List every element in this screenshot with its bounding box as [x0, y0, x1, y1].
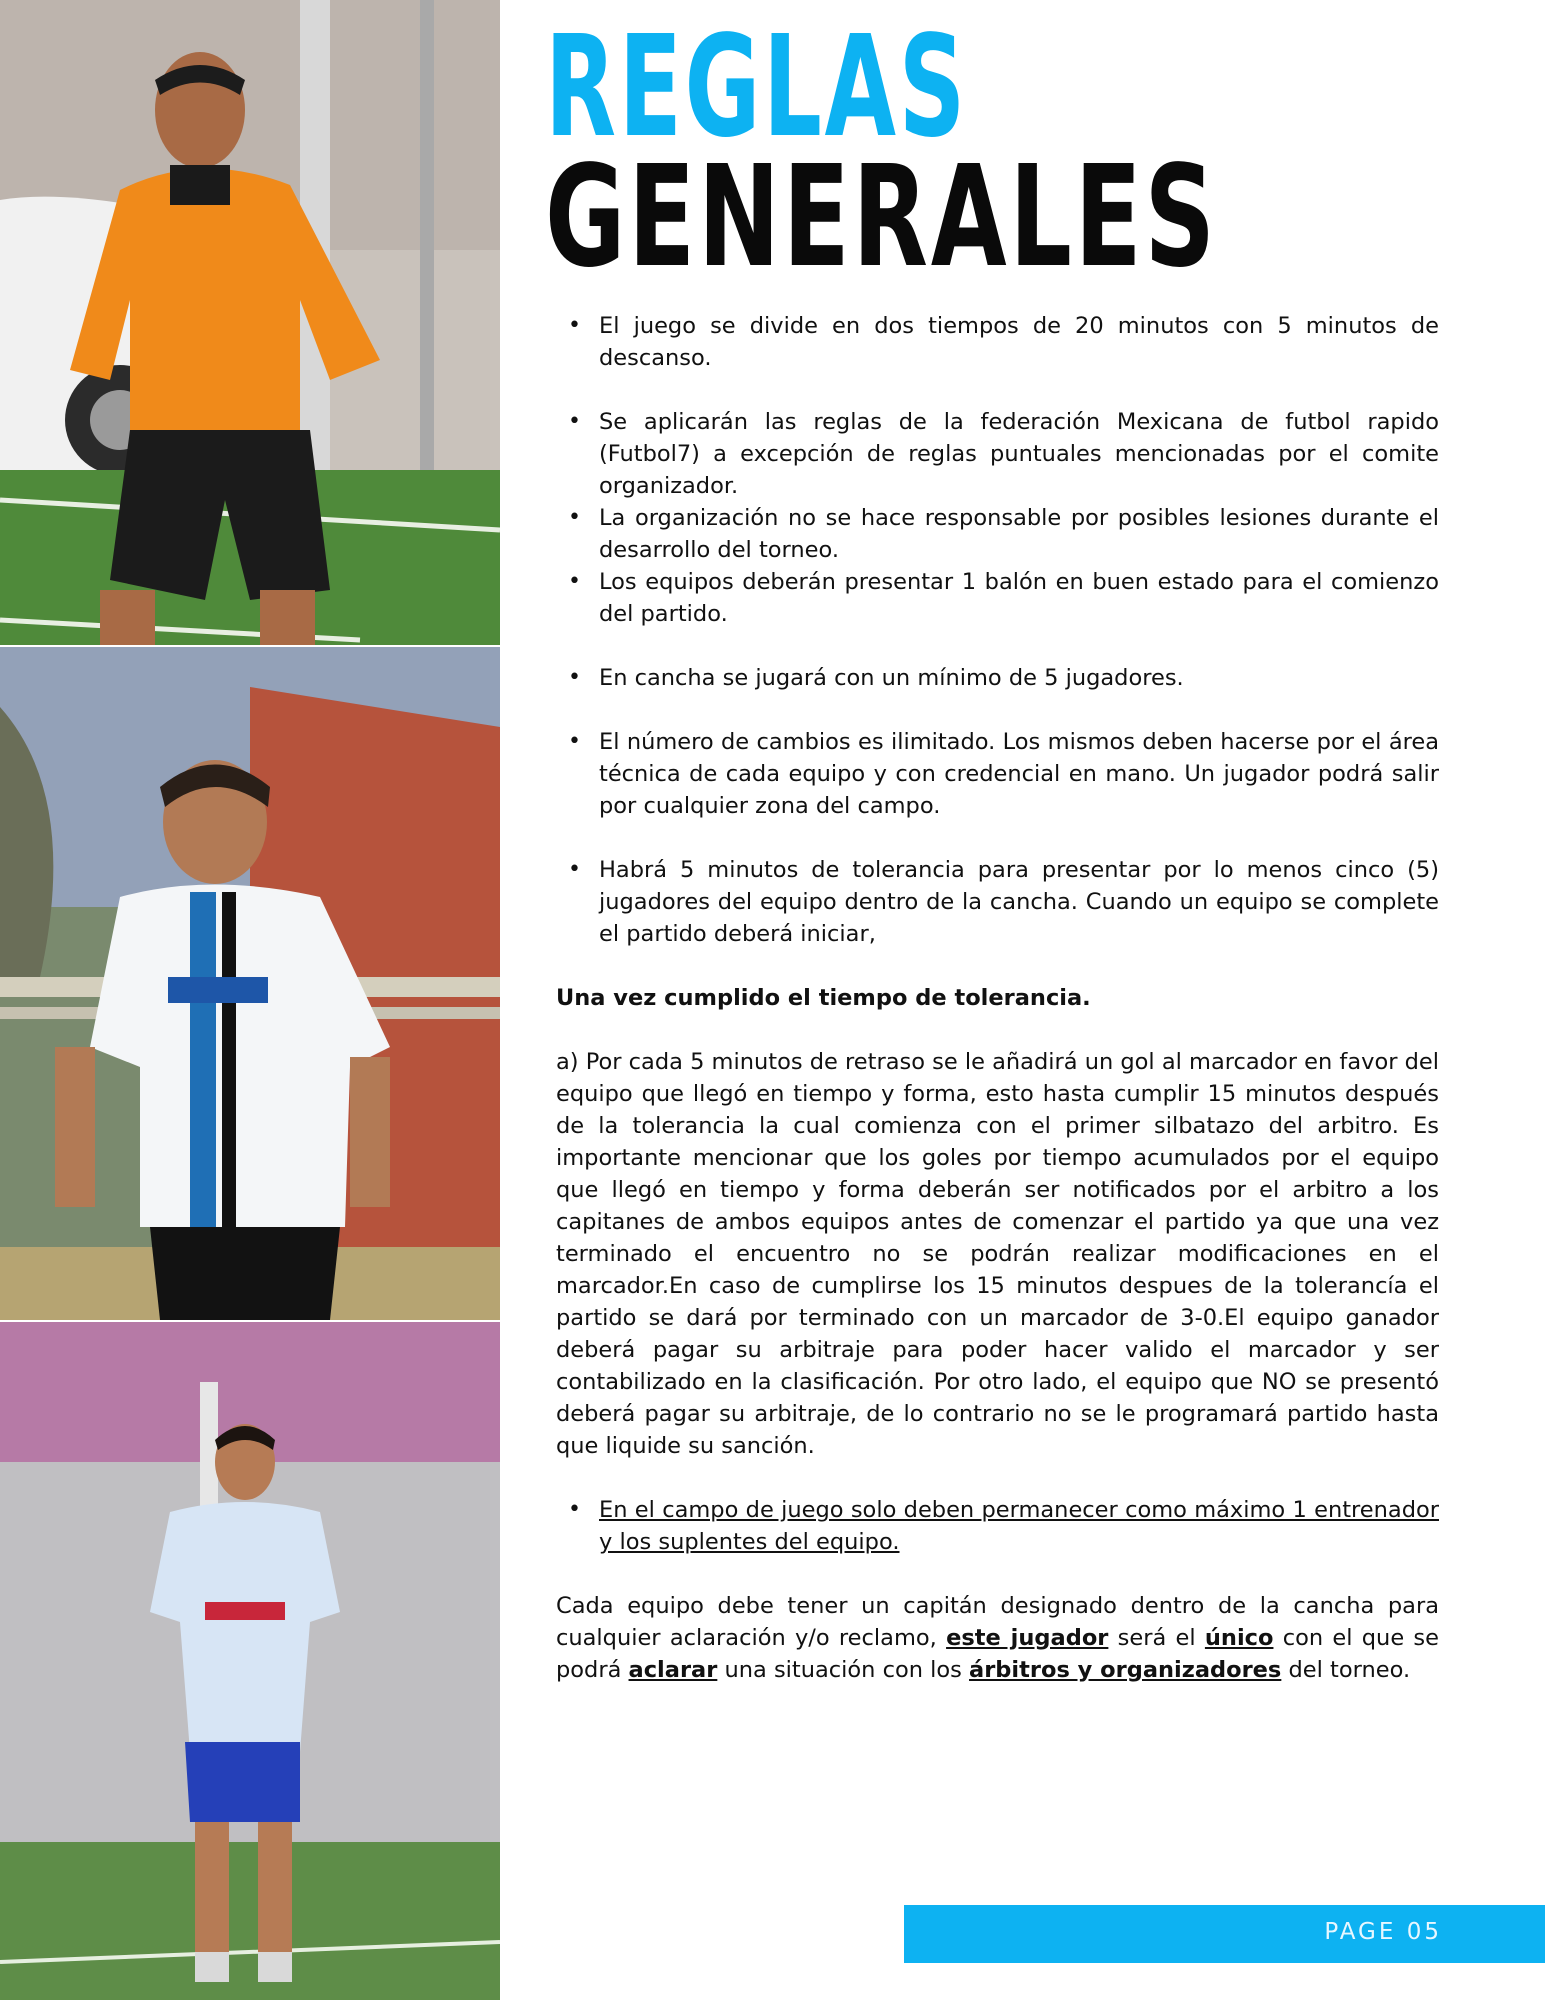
player-orange-jersey-photo: [0, 0, 500, 645]
tolerance-heading: Una vez cumplido el tiempo de tolerancia.: [556, 985, 1091, 1011]
captain-emphasis: árbitros y organizadores: [969, 1657, 1282, 1683]
captain-emphasis: este jugador: [946, 1625, 1109, 1651]
player-blue-white-jersey-photo: [0, 1322, 500, 2000]
rule-item: • En cancha se jugará con un mínimo de 5 jugadores.: [599, 662, 1439, 694]
rule-item: • Los equipos deberán presentar 1 balón en buen estado para el comienzo del partido.: [599, 566, 1439, 630]
captain-emphasis: aclarar: [628, 1657, 718, 1683]
captain-text: una situación con los: [717, 1657, 970, 1683]
rules-list-3: [556, 662, 1439, 694]
rules-list-1: [556, 310, 1439, 374]
rule-item: • La organización no se hace responsable por posibles lesiones durante el desarrollo del torneo.: [599, 502, 1439, 566]
rules-list-2: [556, 406, 1439, 630]
captain-text: con el que se podrá: [556, 1625, 1439, 1683]
rule-item: • El número de cambios es ilimitado. Los mismos deben hacerse por el área técnica de cada equipo y con credencial en mano. Un jugador podrá salir por cualquier zona del campo.: [599, 726, 1439, 822]
rule-item: • Habrá 5 minutos de tolerancia para presentar por lo menos cinco (5) jugadores del equipo dentro de la cancha. Cuando un equipo se complete el partido deberá iniciar,: [599, 854, 1439, 950]
captain-paragraph: [556, 1590, 1439, 1686]
title-line-2: GENERALES: [545, 136, 1218, 299]
captain-emphasis: único: [1204, 1625, 1274, 1651]
captain-text: será el: [1108, 1625, 1205, 1651]
title-line-1: REGLAS: [545, 6, 968, 169]
player-white-jersey-photo: [0, 647, 500, 1320]
rule-item: • Se aplicarán las reglas de la federación Mexicana de futbol rapido (Futbol7) a excepción de reglas puntuales mencionadas por el comite organizador.: [599, 406, 1439, 502]
page-number: PAGE 05: [1324, 1919, 1442, 1945]
footer-bar: [904, 1905, 1545, 1963]
rules-list-4: [556, 726, 1439, 822]
tolerance-paragraph: a) Por cada 5 minutos de retraso se le añadirá un gol al marcador en favor del equipo que llegó en tiempo y forma, esto hasta cumplir 15 minutos después de la tolerancia la cual comienza con el primer silbatazo del arbitro. Es importante mencionar que los goles por tiempo acumulados por el equipo que llegó en tiempo y forma deberán ser notificados por el arbitro a los capitanes de ambos equipos antes de comenzar el partido ya que una vez terminado el encuentro no se podrán realizar modificaciones en el marcador.En caso de cumplirse los 15 minutos despues de la tolerancía el partido se dará por terminado con un marcador de 3-0.El equipo ganador deberá pagar su arbitraje para poder hacer valido el marcador y ser contabilizado en la clasificación. Por otro lado, el equipo que NO se presentó deberá pagar su arbitraje, de lo contrario no se le programará partido hasta que liquide su sanción.: [556, 1049, 1439, 1459]
coach-list: [556, 1494, 1439, 1558]
coach-rule-item: • En el campo de juego solo deben permanecer como máximo 1 entrenador y los suplentes del equipo.: [599, 1494, 1439, 1558]
captain-text: del torneo.: [1281, 1657, 1411, 1683]
rule-item: • El juego se divide en dos tiempos de 20 minutos con 5 minutos de descanso.: [599, 310, 1439, 374]
rules-list-5: [556, 854, 1439, 950]
rules-content: [556, 310, 1439, 1686]
captain-text: Cada equipo debe tener un capitán designado dentro de la cancha para cualquier aclaración y/o reclamo,: [556, 1593, 1439, 1651]
